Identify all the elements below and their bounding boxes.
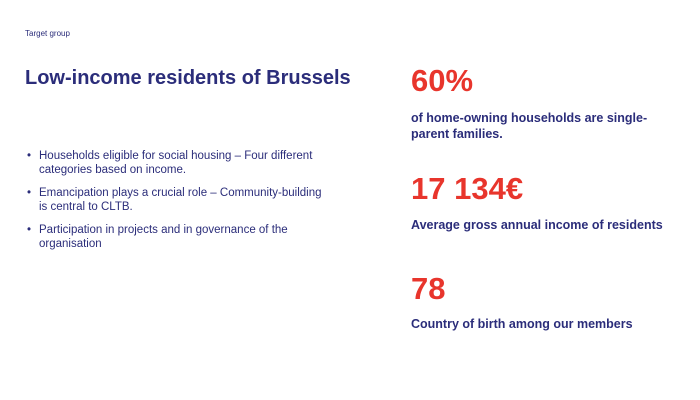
bullet-list (25, 150, 325, 261)
bullet-dot-icon: • (27, 187, 32, 199)
bullet-dot-icon: • (27, 150, 32, 162)
bullet-text: Emancipation plays a crucial role – Community-building is central to CLTB. (39, 187, 322, 213)
bullet-text: Households eligible for social housing – Four different categories based on income. (39, 150, 313, 176)
stat-countries (411, 272, 681, 332)
slide-title: Low-income residents of Brussels (25, 67, 351, 89)
bullet-dot-icon: • (27, 224, 32, 236)
stat-description: of home-owning households are single-parent families. (411, 111, 648, 141)
stat-description: Average gross annual income of residents (411, 218, 663, 232)
stat-value: 78 (411, 271, 446, 306)
stat-value: 60% (411, 63, 474, 98)
bullet-item (25, 150, 325, 177)
stat-income (411, 172, 681, 233)
bullet-item (25, 187, 325, 214)
bullet-item (25, 224, 325, 251)
stat-value: 17 134€ (411, 171, 524, 206)
section-label: Target group (25, 29, 70, 38)
bullet-text: Participation in projects and in governance of the organisation (39, 224, 288, 250)
stat-description: Country of birth among our members (411, 317, 633, 331)
stat-single-parent (411, 64, 681, 142)
